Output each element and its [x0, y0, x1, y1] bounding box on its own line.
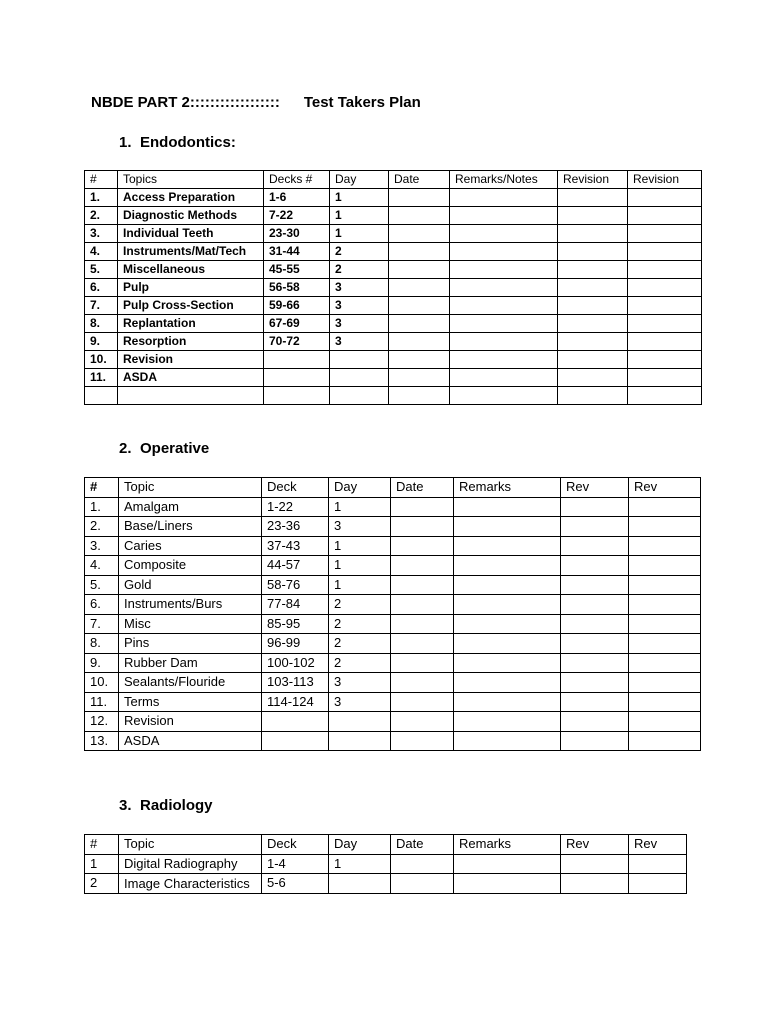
table-cell — [558, 261, 628, 279]
table-cell — [454, 517, 561, 537]
table-cell: 10. — [85, 673, 119, 693]
table-cell: 23-36 — [262, 517, 329, 537]
table-cell: 31-44 — [264, 243, 330, 261]
table-row — [85, 536, 701, 556]
table-cell: 3 — [330, 315, 389, 333]
table-cell: Pins — [119, 634, 262, 654]
table-cell: Individual Teeth — [118, 225, 264, 243]
table-cell — [628, 387, 702, 405]
table-row — [85, 517, 701, 537]
page-title — [91, 94, 421, 111]
operative-table — [84, 477, 701, 751]
table-cell — [391, 854, 454, 874]
table-cell — [450, 369, 558, 387]
table-cell — [629, 614, 701, 634]
table-cell: 2 — [330, 261, 389, 279]
table-cell: 10. — [85, 351, 118, 369]
table-cell — [264, 351, 330, 369]
column-header: Day — [329, 835, 391, 855]
table-row — [85, 614, 701, 634]
table-row — [85, 854, 687, 874]
table-cell: 12. — [85, 712, 119, 732]
table-cell: 1. — [85, 189, 118, 207]
table-cell: 23-30 — [264, 225, 330, 243]
table-cell: 85-95 — [262, 614, 329, 634]
table-cell — [391, 556, 454, 576]
table-cell: Misc — [119, 614, 262, 634]
table-cell — [389, 189, 450, 207]
table-cell — [629, 673, 701, 693]
table-cell: 2 — [85, 874, 119, 894]
table-cell — [454, 854, 561, 874]
table-cell: 9. — [85, 333, 118, 351]
table-cell — [628, 207, 702, 225]
table-row — [85, 692, 701, 712]
table-cell: 59-66 — [264, 297, 330, 315]
table-cell: 5. — [85, 261, 118, 279]
table-cell: 1 — [329, 556, 391, 576]
table-cell — [558, 351, 628, 369]
table-cell — [454, 634, 561, 654]
column-header: Remarks/Notes — [450, 171, 558, 189]
table-cell — [389, 297, 450, 315]
column-header: Deck — [262, 835, 329, 855]
table-cell — [389, 279, 450, 297]
table-row — [85, 243, 702, 261]
table-cell — [561, 653, 629, 673]
column-header: # — [85, 171, 118, 189]
table-cell — [628, 225, 702, 243]
table-cell — [629, 536, 701, 556]
table-cell — [391, 653, 454, 673]
table-cell: 4. — [85, 556, 119, 576]
table-cell — [454, 595, 561, 615]
table-cell: 8. — [85, 634, 119, 654]
column-header: Day — [330, 171, 389, 189]
table-cell: Image Characteristics — [119, 874, 262, 894]
table-cell: 56-58 — [264, 279, 330, 297]
table-row — [85, 653, 701, 673]
table-cell — [561, 692, 629, 712]
table-cell — [391, 497, 454, 517]
table-cell — [389, 243, 450, 261]
column-header: Rev — [629, 478, 701, 498]
table-row — [85, 351, 702, 369]
table-cell: 8. — [85, 315, 118, 333]
table-cell — [450, 207, 558, 225]
table-row — [85, 387, 702, 405]
table-cell — [391, 692, 454, 712]
table-cell — [450, 189, 558, 207]
table-row — [85, 497, 701, 517]
table-cell — [561, 874, 629, 894]
table-cell — [450, 279, 558, 297]
table-cell: 2. — [85, 207, 118, 225]
table-cell — [389, 369, 450, 387]
table-cell: 6. — [85, 279, 118, 297]
table-cell — [389, 261, 450, 279]
table-cell — [629, 874, 687, 894]
table-cell: Gold — [119, 575, 262, 595]
table-cell: Sealants/Flouride — [119, 673, 262, 693]
table-cell: 1 — [329, 536, 391, 556]
column-header: Remarks — [454, 835, 561, 855]
table-cell: Pulp — [118, 279, 264, 297]
table-cell: 1 — [85, 854, 119, 874]
table-cell: 9. — [85, 653, 119, 673]
table-cell — [85, 387, 118, 405]
table-cell: Instruments/Burs — [119, 595, 262, 615]
table-row — [85, 207, 702, 225]
section-title: Endodontics: — [140, 134, 236, 151]
title-left: NBDE PART 2:::::::::::::::::: — [91, 94, 280, 111]
table-row — [85, 279, 702, 297]
table-cell — [629, 712, 701, 732]
table-cell — [558, 243, 628, 261]
table-cell — [558, 333, 628, 351]
table-cell — [329, 712, 391, 732]
table-cell: 1 — [329, 575, 391, 595]
table-cell — [629, 854, 687, 874]
table-row — [85, 712, 701, 732]
table-cell: 44-57 — [262, 556, 329, 576]
column-header: Topics — [118, 171, 264, 189]
table-cell: Pulp Cross-Section — [118, 297, 264, 315]
table-cell — [389, 387, 450, 405]
table-cell: 4. — [85, 243, 118, 261]
table-cell — [262, 731, 329, 751]
table-cell: 1 — [329, 497, 391, 517]
table-cell: Terms — [119, 692, 262, 712]
table-cell: 100-102 — [262, 653, 329, 673]
table-cell: 1. — [85, 497, 119, 517]
column-header: # — [85, 835, 119, 855]
table-cell: 77-84 — [262, 595, 329, 615]
table-cell — [629, 595, 701, 615]
table-cell: Composite — [119, 556, 262, 576]
table-cell — [629, 556, 701, 576]
table-row — [85, 731, 701, 751]
section-title: Operative — [140, 440, 210, 457]
table-cell: ASDA — [118, 369, 264, 387]
table-cell — [389, 315, 450, 333]
table-cell — [629, 653, 701, 673]
table-cell — [329, 731, 391, 751]
table-cell — [558, 369, 628, 387]
table-cell — [329, 874, 391, 894]
table-cell: Access Preparation — [118, 189, 264, 207]
table-cell — [558, 225, 628, 243]
table-row — [85, 189, 702, 207]
table-cell: ASDA — [119, 731, 262, 751]
table-cell — [450, 333, 558, 351]
table-cell — [628, 243, 702, 261]
table-cell — [558, 189, 628, 207]
table-cell — [628, 279, 702, 297]
table-cell — [561, 497, 629, 517]
table-row — [85, 297, 702, 315]
table-row — [85, 261, 702, 279]
table-cell — [628, 333, 702, 351]
table-cell — [558, 297, 628, 315]
table-cell — [450, 261, 558, 279]
table-cell — [558, 387, 628, 405]
table-row — [85, 673, 701, 693]
column-header: Day — [329, 478, 391, 498]
table-cell: 3 — [330, 333, 389, 351]
column-header: Revision — [558, 171, 628, 189]
table-cell — [264, 387, 330, 405]
table-cell: 70-72 — [264, 333, 330, 351]
table-cell: 1-22 — [262, 497, 329, 517]
table-cell: 7. — [85, 297, 118, 315]
column-header: Decks # — [264, 171, 330, 189]
table-cell — [561, 556, 629, 576]
table-cell — [561, 536, 629, 556]
table-cell: 7-22 — [264, 207, 330, 225]
table-cell — [391, 517, 454, 537]
table-cell — [629, 497, 701, 517]
table-cell: Amalgam — [119, 497, 262, 517]
title-right: Test Takers Plan — [303, 94, 421, 111]
table-cell — [629, 692, 701, 712]
table-cell — [628, 315, 702, 333]
table-cell: 11. — [85, 369, 118, 387]
table-cell — [628, 369, 702, 387]
table-cell — [450, 297, 558, 315]
table-cell — [450, 351, 558, 369]
table-cell: Diagnostic Methods — [118, 207, 264, 225]
table-cell — [629, 575, 701, 595]
table-cell: Rubber Dam — [119, 653, 262, 673]
section-heading-operative — [119, 440, 209, 457]
table-cell — [561, 614, 629, 634]
table-cell — [454, 497, 561, 517]
table-cell: 1 — [330, 189, 389, 207]
table-cell — [391, 874, 454, 894]
table-cell — [450, 243, 558, 261]
radiology-table — [84, 834, 687, 894]
table-cell: 3 — [330, 279, 389, 297]
table-cell: 1 — [329, 854, 391, 874]
table-cell — [558, 207, 628, 225]
table-cell: Replantation — [118, 315, 264, 333]
table-cell: Instruments/Mat/Tech — [118, 243, 264, 261]
table-cell — [454, 731, 561, 751]
endodontics-table — [84, 170, 702, 405]
table-cell: 3 — [329, 517, 391, 537]
table-cell — [558, 279, 628, 297]
table-cell — [561, 575, 629, 595]
section-number: 1. — [119, 134, 132, 151]
table-cell — [629, 634, 701, 654]
table-cell — [391, 614, 454, 634]
table-cell — [454, 874, 561, 894]
table-cell — [454, 712, 561, 732]
table-cell — [391, 536, 454, 556]
table-cell — [628, 297, 702, 315]
table-cell — [391, 712, 454, 732]
table-cell — [561, 712, 629, 732]
column-header: Rev — [561, 478, 629, 498]
column-header: Rev — [629, 835, 687, 855]
header-row — [85, 171, 702, 189]
table-cell — [450, 387, 558, 405]
section-number: 3. — [119, 797, 132, 814]
table-cell: 2. — [85, 517, 119, 537]
table-cell — [391, 595, 454, 615]
table-cell: 5-6 — [262, 874, 329, 894]
table-cell: Revision — [119, 712, 262, 732]
table-cell — [330, 387, 389, 405]
table-row — [85, 369, 702, 387]
table-row — [85, 556, 701, 576]
table-cell — [389, 333, 450, 351]
column-header: Date — [389, 171, 450, 189]
table-cell — [330, 351, 389, 369]
table-row — [85, 225, 702, 243]
table-cell — [561, 854, 629, 874]
header-row — [85, 478, 701, 498]
column-header: Deck — [262, 478, 329, 498]
table-cell — [391, 673, 454, 693]
column-header: Date — [391, 835, 454, 855]
table-cell — [264, 369, 330, 387]
table-cell — [558, 315, 628, 333]
section-heading-radiology — [119, 797, 213, 814]
table-cell — [628, 261, 702, 279]
table-cell: Miscellaneous — [118, 261, 264, 279]
table-cell: Base/Liners — [119, 517, 262, 537]
table-cell: 37-43 — [262, 536, 329, 556]
column-header: Rev — [561, 835, 629, 855]
table-cell — [561, 731, 629, 751]
column-header: Topic — [119, 478, 262, 498]
table-row — [85, 575, 701, 595]
table-cell: 96-99 — [262, 634, 329, 654]
table-cell: Revision — [118, 351, 264, 369]
table-cell — [454, 575, 561, 595]
table-cell: 3 — [330, 297, 389, 315]
column-header: Topic — [119, 835, 262, 855]
table-cell: 11. — [85, 692, 119, 712]
table-row — [85, 874, 687, 894]
table-cell: 103-113 — [262, 673, 329, 693]
table-cell: 13. — [85, 731, 119, 751]
table-cell: 45-55 — [264, 261, 330, 279]
column-header: Date — [391, 478, 454, 498]
table-cell — [391, 575, 454, 595]
table-cell — [262, 712, 329, 732]
table-cell — [391, 634, 454, 654]
table-cell: 2 — [330, 243, 389, 261]
header-row — [85, 835, 687, 855]
section-number: 2. — [119, 440, 132, 457]
table-cell: 3 — [329, 692, 391, 712]
table-cell: 5. — [85, 575, 119, 595]
table-cell — [454, 692, 561, 712]
table-row — [85, 333, 702, 351]
section-heading-endodontics — [119, 134, 236, 151]
table-cell: 58-76 — [262, 575, 329, 595]
table-cell: 2 — [329, 634, 391, 654]
table-cell: 1-4 — [262, 854, 329, 874]
table-cell — [118, 387, 264, 405]
table-cell — [628, 351, 702, 369]
table-cell: 2 — [329, 595, 391, 615]
table-cell — [391, 731, 454, 751]
table-cell: 67-69 — [264, 315, 330, 333]
column-header: # — [85, 478, 119, 498]
table-cell — [628, 189, 702, 207]
table-cell — [450, 315, 558, 333]
table-cell — [389, 351, 450, 369]
table-cell: 1 — [330, 225, 389, 243]
table-cell: Caries — [119, 536, 262, 556]
table-cell — [561, 634, 629, 654]
table-cell: Resorption — [118, 333, 264, 351]
table-cell — [330, 369, 389, 387]
table-cell — [389, 225, 450, 243]
table-cell — [454, 614, 561, 634]
table-cell: 1 — [330, 207, 389, 225]
table-cell — [629, 517, 701, 537]
table-cell — [450, 225, 558, 243]
table-row — [85, 634, 701, 654]
table-cell — [454, 556, 561, 576]
table-cell — [561, 673, 629, 693]
table-cell: 2 — [329, 653, 391, 673]
table-cell — [454, 673, 561, 693]
table-row — [85, 315, 702, 333]
table-row — [85, 595, 701, 615]
table-cell: Digital Radiography — [119, 854, 262, 874]
table-cell — [454, 653, 561, 673]
table-cell — [389, 207, 450, 225]
table-cell — [561, 517, 629, 537]
column-header: Revision — [628, 171, 702, 189]
section-title: Radiology — [140, 797, 213, 814]
table-cell: 7. — [85, 614, 119, 634]
table-cell: 1-6 — [264, 189, 330, 207]
table-cell: 3 — [329, 673, 391, 693]
table-cell: 3. — [85, 225, 118, 243]
table-cell: 6. — [85, 595, 119, 615]
table-cell — [454, 536, 561, 556]
table-cell: 114-124 — [262, 692, 329, 712]
table-cell — [629, 731, 701, 751]
table-cell — [561, 595, 629, 615]
table-cell: 3. — [85, 536, 119, 556]
table-cell: 2 — [329, 614, 391, 634]
column-header: Remarks — [454, 478, 561, 498]
